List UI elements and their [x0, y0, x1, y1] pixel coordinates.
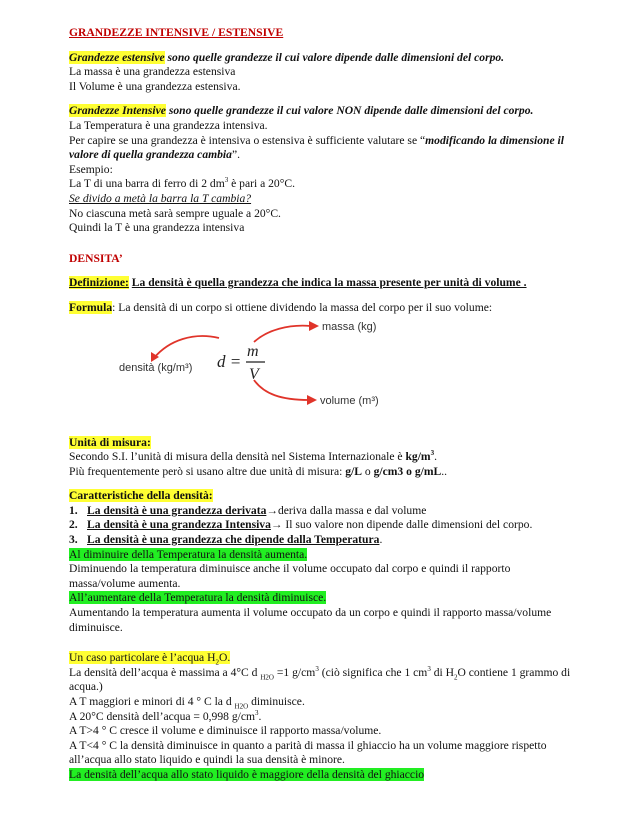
intensive-example-1: La Temperatura è una grandezza intensiva. [69, 118, 268, 132]
arrow-to-density [154, 336, 219, 358]
densita-definition: Definizione: La densità è quella grandezza che indica la massa presente per unità di volume . [69, 276, 527, 290]
list-item: 3. La densità è una grandezza che dipende dalla Temperatura . [69, 533, 383, 547]
density-label: densità (kg/m³) [119, 361, 193, 374]
highlight-temp-increase: All’aumentare della Temperatura la densità diminuisce. [69, 591, 327, 605]
water-title: Un caso particolare è l’acqua $H_2O$. [69, 651, 231, 667]
water-line-5: A T>4 ° C cresce il volume e diminuisce il rapporto massa/volume. [69, 724, 382, 738]
mass-label: massa (kg) [322, 320, 377, 333]
intensive-term: Grandezze Intensive [69, 104, 166, 118]
water-line-3: A T maggiori e minori di 4 ° C la d $_{H2O}$ diminuisce. [69, 695, 305, 711]
units-si: Secondo S.I. l’unità di misura della densità nel Sistema Internazionale è $kg/m^3$. [69, 449, 437, 464]
estensive-definition: Grandezze estensive sono quelle grandezze il cui valore dipende dalle dimensioni del corpo. [69, 50, 505, 64]
volume-label: volume (m³) [320, 394, 379, 407]
m-symbol: m [247, 342, 259, 360]
densita-title: DENSITA’ [69, 251, 123, 265]
esempio-conclusion: Quindi la T è una grandezza intensiva [69, 221, 245, 235]
list-item: 1. La densità è una grandezza derivata →deriva dalla massa e dal volume [69, 503, 427, 517]
water-line-7: all’acqua allo stato liquido e quindi la sua densità è minore. [69, 753, 345, 767]
esempio-question: Se divido a metà la barra la T cambia? [69, 191, 252, 205]
document-page [69, 26, 589, 783]
intensive-check-2: valore di quella grandezza cambia”. [69, 148, 240, 162]
water-line-4: A 20°C densità dell’acqua = 0,998 $g/cm^3$. [69, 708, 262, 723]
page-title: GRANDEZZE INTENSIVE / ESTENSIVE [69, 26, 284, 39]
intensive-definition: Grandezze Intensive sono quelle grandezze il cui valore NON dipende dalle dimensioni del corpo. [69, 104, 534, 118]
densita-formula: Formula: La densità di un corpo si ottiene dividendo la massa del corpo per il suo volume: [69, 300, 493, 314]
highlight-temp-decrease: Al diminuire della Temperatura la densità aumenta. [69, 547, 308, 561]
arrow-to-mass [254, 325, 311, 341]
water-final-highlight: La densità dell’acqua allo stato liquido è maggiore della densità del ghiaccio [69, 767, 425, 781]
temp-increase-text-2: diminuisce. [69, 620, 123, 634]
d-equals: d = [217, 351, 242, 371]
water-line-1: La densità dell’acqua è massima a 4°C d $_{H2O}$ =1 $g/cm^3$ (ciò significa che 1 $cm^3$ di $H_2O$ contiene 1 grammo di [69, 664, 571, 682]
v-symbol: V [249, 365, 259, 383]
temp-decrease-text-1: Diminuendo la temperatura diminuisce anche il volume occupato dal corpo e quindi il rapporto [69, 562, 511, 576]
estensive-term: Grandezze estensive [69, 50, 165, 64]
arrow-to-mass-head [309, 321, 319, 331]
arrow-to-volume-head [307, 395, 317, 405]
list-item: 2. La densità è una grandezza Intensiva → Il suo valore non dipende dalle dimensioni del corpo. [69, 518, 533, 532]
estensive-example-1: La massa è una grandezza estensiva [69, 65, 236, 79]
esempio-label: Esempio: [69, 162, 113, 176]
characteristics-label: Caratteristiche della densità: [69, 489, 213, 503]
units-other: Più frequentemente però si usano altre due unità di misura: g/L o g/cm3 o g/mL.. [69, 464, 448, 478]
units-label: Unità di misura: [69, 435, 151, 449]
water-line-6: A T<4 ° C la densità diminuisce in quanto a parità di massa il ghiaccio ha un volume maggiore rispetto [69, 738, 547, 752]
intensive-check-1: Per capire se una grandezza è intensiva o estensiva è sufficiente valutare se “modificando la dimensione il [69, 133, 564, 147]
temp-increase-text-1: Aumentando la temperatura aumenta il volume occupato da un corpo e quindi il rapporto massa/volume [69, 606, 552, 620]
temp-decrease-text-2: massa/volume aumenta. [69, 576, 181, 590]
arrow-to-volume [254, 380, 309, 400]
esempio-answer: No ciascuna metà sarà sempre uguale a 20°C. [69, 206, 281, 220]
esempio-temp: La T di una barra di ferro di 2 $dm^3$ è pari a 20°C. [69, 176, 295, 191]
density-formula-diagram [69, 318, 589, 436]
estensive-example-2: Il Volume è una grandezza estensiva. [69, 79, 241, 93]
water-line-2: acqua.) [69, 680, 103, 694]
